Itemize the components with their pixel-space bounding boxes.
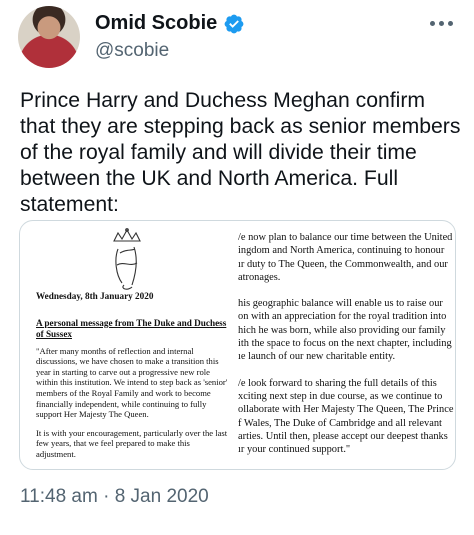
- statement-line: f Wales, The Duke of Cambridge and all relevant: [238, 417, 442, 429]
- statement-line: ollaborate with Her Majesty The Queen, The Prince: [238, 404, 454, 416]
- statement-line: /e look forward to sharing the full details of this: [238, 377, 437, 389]
- more-horizontal-icon[interactable]: [430, 18, 456, 28]
- statement-line: ır duty to The Queen, the Commonwealth, and our: [238, 258, 448, 270]
- tweet-timestamp[interactable]: 11:48 am · 8 Jan 2020: [20, 486, 209, 507]
- statement-right-paragraph: [238, 297, 456, 363]
- statement-line: ith the space to focus on the next chapter, including: [238, 338, 452, 350]
- statement-paragraph: It is with your encouragement, particularly over the last few years, that we feel prepared to make this adjustment.: [36, 427, 228, 459]
- statement-document: [20, 221, 455, 469]
- author-name-row: [95, 12, 245, 35]
- statement-left-column: [36, 291, 231, 468]
- statement-line: ıe launch of our new charitable entity.: [238, 351, 396, 363]
- statement-right-paragraph: [238, 377, 456, 457]
- sussex-monogram-icon: [104, 227, 150, 293]
- tweet-text: Prince Harry and Duchess Meghan confirm that they are stepping back as senior members of the royal family and will divide their time between the UK and North America. Full statement:: [20, 89, 461, 216]
- statement-line: /e now plan to balance our time between the United: [238, 232, 453, 243]
- statement-line: on with an appreciation for the royal tradition into: [238, 311, 447, 323]
- statement-line: ingdom and North America, continuing to honour: [238, 245, 445, 257]
- statement-image[interactable]: [19, 220, 456, 470]
- statement-line: xciting next step in due course, as we continue to: [238, 390, 443, 402]
- statement-line: his geographic balance will enable us to raise our: [238, 298, 443, 310]
- author-name[interactable]: Omid Scobie: [95, 12, 218, 34]
- tweet-header: [0, 0, 474, 80]
- statement-line: hich he was born, while also providing our family: [238, 324, 446, 336]
- statement-line: ır your continued support.": [238, 444, 351, 456]
- statement-right-paragraph: [238, 231, 456, 284]
- statement-line: atronages.: [238, 271, 281, 283]
- statement-date: Wednesday, 8th January 2020: [36, 291, 154, 301]
- verified-badge-icon: [223, 13, 245, 35]
- statement-paragraph: "After many months of reflection and internal discussions, we have chosen to make a transition this year in starting to carve out a progressive new role within this institution. We intend to step back as 'senior' members of the Royal Family and work to become financially independent, while continuing to fully support Her Majesty The Queen.: [36, 345, 228, 420]
- statement-right-column: [238, 231, 456, 469]
- avatar[interactable]: [18, 6, 80, 68]
- statement-title: A personal message from The Duke and Duchess of Sussex: [36, 317, 227, 339]
- author-handle[interactable]: @scobie: [95, 40, 170, 61]
- statement-line: arties. Until then, please accept our deepest thanks: [238, 430, 448, 442]
